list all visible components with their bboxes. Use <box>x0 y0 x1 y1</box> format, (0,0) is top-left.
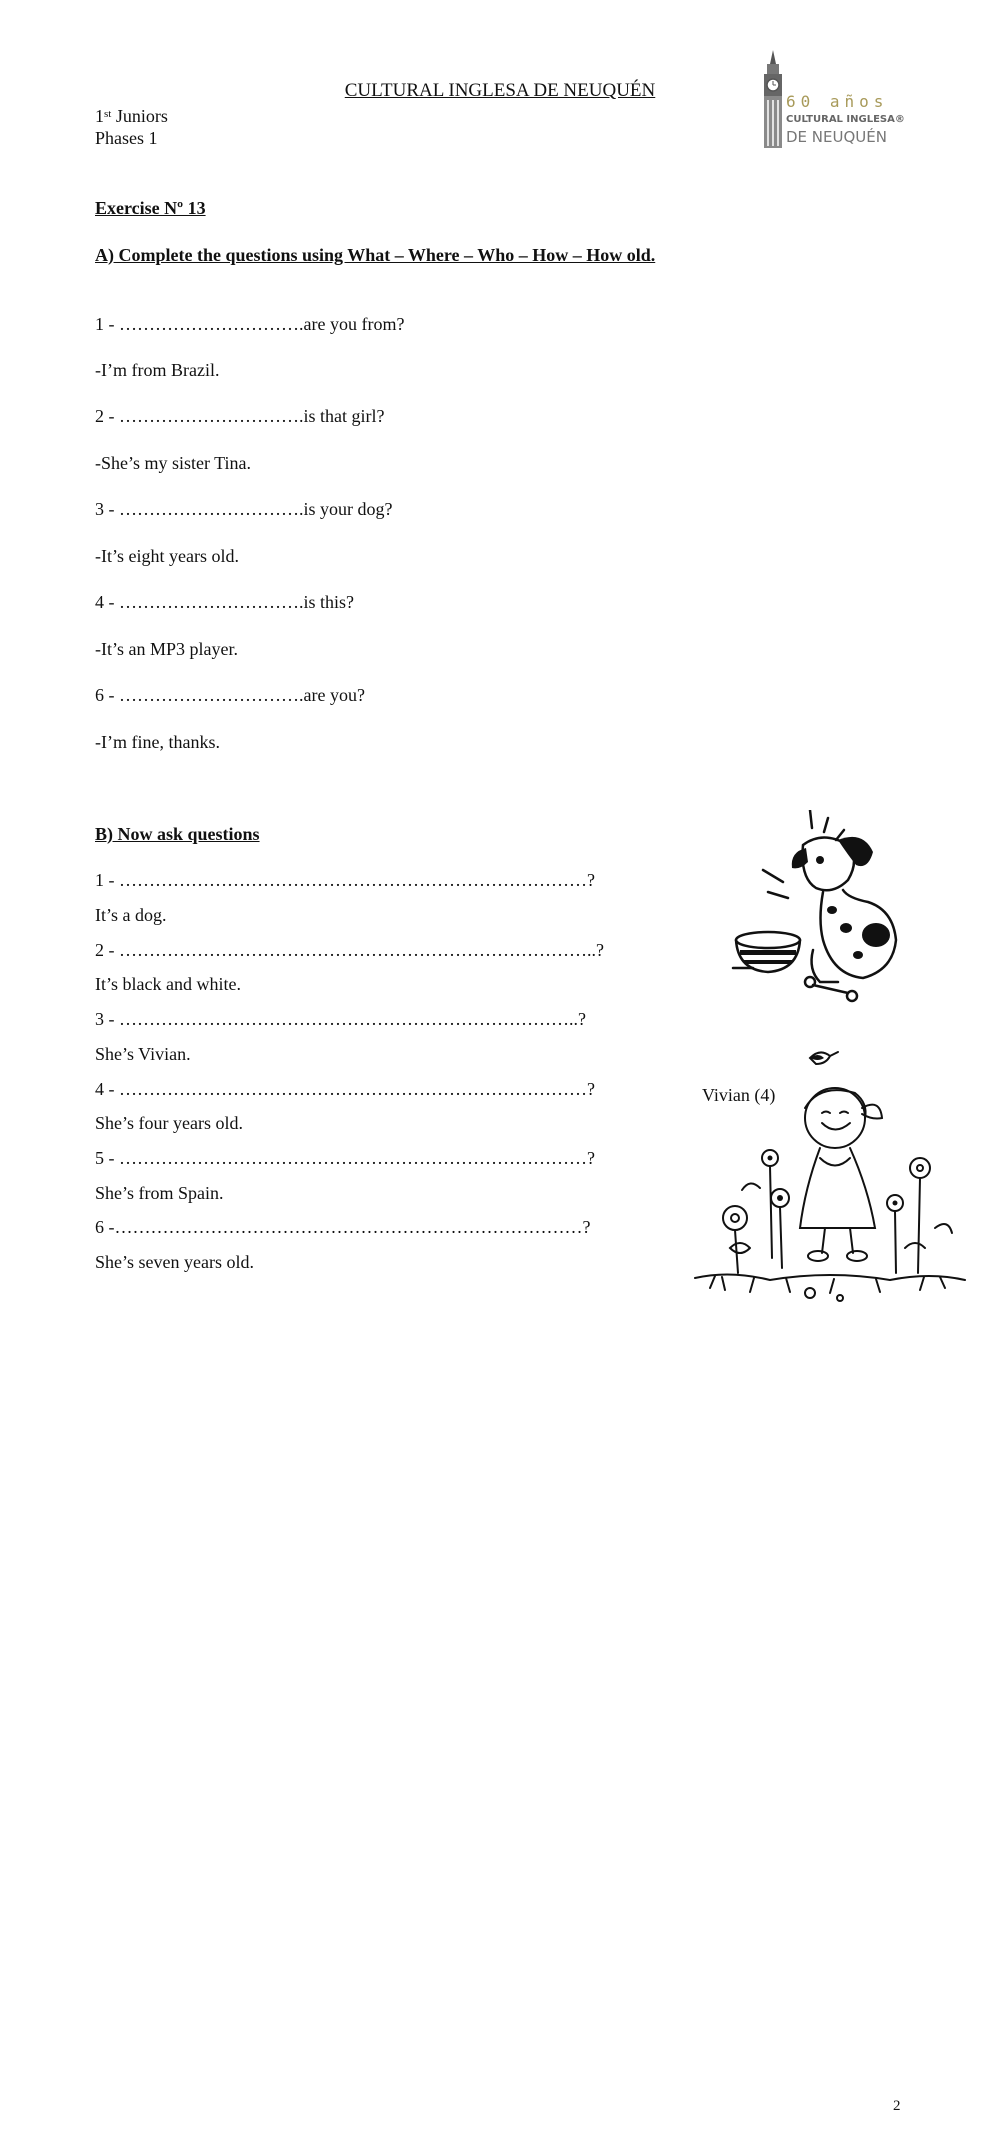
section-b-heading: B) Now ask questions <box>95 824 260 844</box>
course-phase: Phases 1 <box>95 128 158 148</box>
section-a-question-3: 3 - ………………………….is your dog? <box>95 499 393 519</box>
section-b-answer-3: She’s Vivian. <box>95 1044 191 1064</box>
section-b-answer-1: It’s a dog. <box>95 905 167 925</box>
school-title: CULTURAL INGLESA DE NEUQUÉN <box>344 80 656 101</box>
section-a-answer-3: -It’s eight years old. <box>95 546 239 566</box>
section-b-answer-2: It’s black and white. <box>95 974 241 994</box>
logo-years: 60 años <box>786 92 889 111</box>
section-b-question-4: 4 - ……………………………………………………………………? <box>95 1079 595 1099</box>
exercise-title: Exercise Nº 13 <box>95 198 206 218</box>
section-b-question-1: 1 - ……………………………………………………………………? <box>95 870 595 890</box>
level-text: Juniors <box>111 106 168 126</box>
section-a-answer-6: -I’m fine, thanks. <box>95 732 220 752</box>
girl-with-flowers-illustration <box>690 1048 970 1313</box>
course-level <box>95 105 168 127</box>
section-a-question-2: 2 - ………………………….is that girl? <box>95 406 385 426</box>
section-a-answer-4: -It’s an MP3 player. <box>95 639 238 659</box>
section-a-answer-1: -I’m from Brazil. <box>95 360 220 380</box>
section-b-question-2: 2 - ……………………………………………………………………..? <box>95 940 604 960</box>
level-number: 1 <box>95 106 104 126</box>
vivian-caption: Vivian (4) <box>702 1085 776 1105</box>
section-b-question-6: 6 -……………………………………………………………………? <box>95 1217 591 1237</box>
section-b-answer-5: She’s from Spain. <box>95 1183 224 1203</box>
level-suffix: st <box>104 108 112 120</box>
logo-name: CULTURAL INGLESA® <box>786 114 905 125</box>
logo-city: DE NEUQUÉN <box>786 128 887 146</box>
section-a-question-4: 4 - ………………………….is this? <box>95 592 354 612</box>
section-a-question-6: 6 - ………………………….are you? <box>95 685 365 705</box>
section-b-answer-6: She’s seven years old. <box>95 1252 254 1272</box>
section-b-answer-4: She’s four years old. <box>95 1113 243 1133</box>
section-a-heading: A) Complete the questions using What – Where – Who – How – How old. <box>95 245 656 265</box>
page-number: 2 <box>893 2098 901 2114</box>
section-b-question-3: 3 - …………………………………………………………………..? <box>95 1009 586 1029</box>
big-ben-icon <box>758 50 788 150</box>
school-logo <box>758 50 918 150</box>
section-a-answer-2: -She’s my sister Tina. <box>95 453 252 473</box>
section-b-question-5: 5 - ……………………………………………………………………? <box>95 1148 595 1168</box>
section-a-question-1: 1 - ………………………….are you from? <box>95 314 405 334</box>
dog-illustration <box>728 810 918 1005</box>
